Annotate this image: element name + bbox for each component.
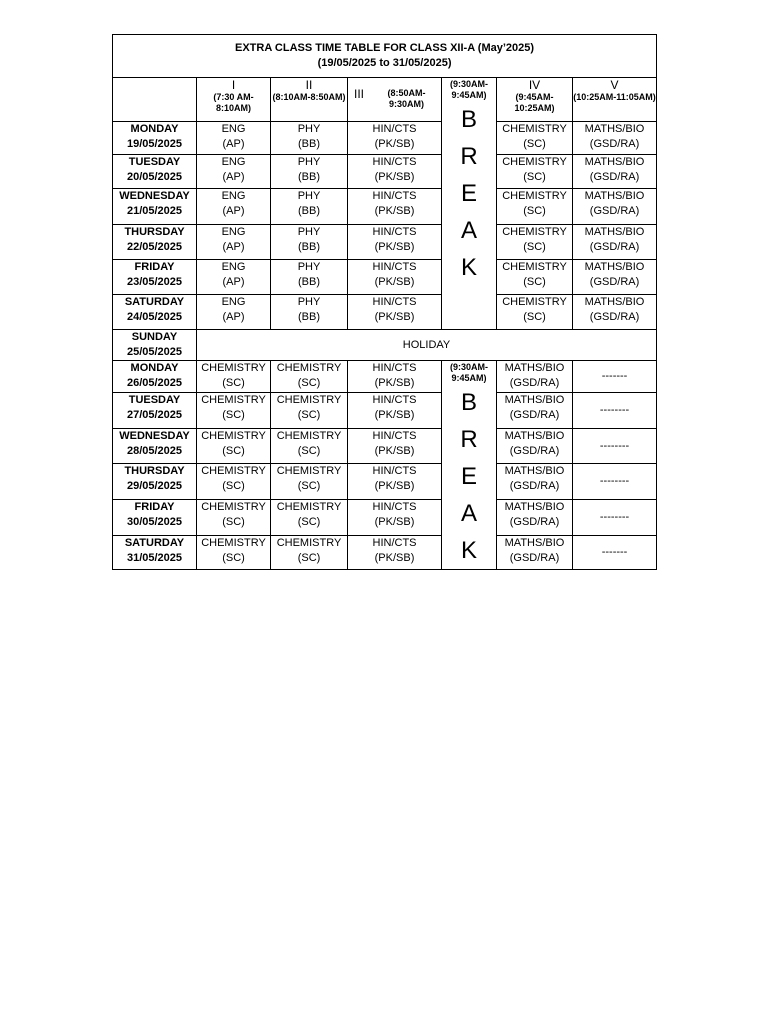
empty-period: ------- (573, 361, 657, 393)
class-cell (197, 155, 271, 189)
class-cell (497, 155, 573, 189)
class-cell (197, 464, 271, 500)
teacher: (SC) (523, 138, 546, 150)
break-letter: R (460, 426, 478, 453)
table-row (113, 122, 657, 155)
subject: PHY (297, 156, 321, 168)
class-cell (197, 225, 271, 260)
subject: MATHS/BIO (504, 501, 565, 514)
teacher: (SC) (222, 408, 245, 421)
day-cell (113, 536, 197, 570)
teacher: (SC) (297, 377, 321, 389)
break-label (442, 101, 496, 286)
empty-period: -------- (573, 392, 657, 428)
subject: ENG (221, 190, 246, 202)
day-cell (113, 295, 197, 330)
class-cell (348, 225, 442, 260)
teacher: (PK/SB) (374, 138, 415, 150)
teacher: (GSD/RA) (589, 138, 640, 150)
subject: MATHS/BIO (504, 537, 565, 550)
day-date: 20/05/2025 (126, 171, 183, 183)
period-time: (9:45AM-10:25AM) (514, 92, 555, 113)
break-letter: A (460, 500, 477, 527)
subject: CHEMISTRY (276, 537, 342, 550)
subject: CHEMISTRY (502, 190, 567, 202)
table-row (113, 361, 657, 393)
teacher: (GSD/RA) (509, 377, 560, 389)
class-cell (271, 189, 348, 225)
class-cell (497, 500, 573, 536)
day-cell (113, 260, 197, 295)
subject: MATHS/BIO (504, 465, 565, 478)
break-column-week1 (442, 78, 497, 330)
teacher: (BB) (298, 311, 320, 323)
day-name: FRIDAY (134, 261, 175, 273)
subject: MATHS/BIO (584, 261, 645, 273)
teacher: (GSD/RA) (509, 444, 560, 457)
day-name: FRIDAY (134, 501, 175, 514)
class-cell (271, 295, 348, 330)
break-column-week2 (442, 361, 497, 570)
break-letter: B (460, 106, 477, 133)
teacher: (AP) (222, 276, 245, 288)
day-cell (113, 428, 197, 464)
day-name: THURSDAY (124, 465, 185, 478)
class-cell (197, 295, 271, 330)
title-line-2: (19/05/2025 to 31/05/2025) (317, 57, 452, 69)
day-name: MONDAY (130, 123, 179, 135)
break-letter: A (460, 217, 477, 244)
teacher: (PK/SB) (374, 408, 415, 421)
teacher: (BB) (298, 138, 320, 150)
subject: HIN/CTS (372, 156, 417, 168)
day-cell (113, 392, 197, 428)
teacher: (SC) (523, 205, 546, 217)
subject: CHEMISTRY (502, 156, 567, 168)
teacher: (AP) (222, 205, 245, 217)
period-time: (7:30 AM-8:10AM) (213, 92, 254, 113)
teacher: (SC) (523, 171, 546, 183)
class-cell (197, 392, 271, 428)
teacher: (GSD/RA) (509, 516, 560, 529)
day-date: 19/05/2025 (126, 138, 183, 150)
class-cell (348, 536, 442, 570)
subject: PHY (297, 261, 321, 273)
teacher: (GSD/RA) (509, 480, 560, 493)
period-time: (8:50AM-9:30AM) (387, 88, 426, 109)
teacher: (GSD/RA) (589, 276, 640, 288)
empty-period: ------- (573, 536, 657, 570)
subject: HIN/CTS (372, 393, 417, 406)
subject: CHEMISTRY (502, 296, 567, 308)
subject: ENG (221, 123, 246, 135)
subject: HIN/CTS (372, 501, 417, 514)
break-letter: E (460, 463, 477, 490)
class-cell (573, 295, 657, 330)
subject: HIN/CTS (372, 123, 417, 135)
subject: CHEMISTRY (201, 537, 266, 550)
table-row (113, 155, 657, 189)
class-cell (348, 189, 442, 225)
teacher: (BB) (298, 171, 320, 183)
class-cell (497, 536, 573, 570)
class-cell (497, 392, 573, 428)
class-cell (348, 428, 442, 464)
day-cell (113, 361, 197, 393)
class-cell (573, 189, 657, 225)
teacher: (SC) (523, 311, 546, 323)
period-number: I (231, 78, 236, 92)
corner-cell (113, 78, 197, 122)
subject: HIN/CTS (372, 429, 417, 442)
class-cell (197, 260, 271, 295)
class-cell (197, 536, 271, 570)
day-date: 21/05/2025 (126, 205, 183, 217)
break-label (442, 384, 496, 569)
timetable-title (113, 35, 657, 78)
subject: HIN/CTS (372, 537, 417, 550)
teacher: (PK/SB) (374, 444, 415, 457)
subject: HIN/CTS (372, 362, 417, 374)
break-letter: K (460, 254, 477, 281)
period-number: IV (528, 78, 541, 92)
period-header-2 (271, 78, 348, 122)
teacher: (PK/SB) (374, 516, 415, 529)
day-name: SUNDAY (131, 331, 178, 343)
class-cell (348, 122, 442, 155)
period-header-5 (573, 78, 657, 122)
day-date: 26/05/2025 (126, 377, 183, 389)
teacher: (SC) (222, 552, 245, 565)
teacher: (SC) (222, 444, 245, 457)
subject: CHEMISTRY (502, 123, 567, 135)
subject: CHEMISTRY (276, 429, 342, 442)
class-cell (271, 260, 348, 295)
subject: CHEMISTRY (201, 362, 266, 374)
day-date: 31/05/2025 (126, 552, 183, 565)
teacher: (SC) (297, 516, 321, 529)
class-cell (197, 361, 271, 393)
subject: CHEMISTRY (276, 465, 342, 478)
day-cell (113, 189, 197, 225)
class-cell (271, 155, 348, 189)
period-header-row (113, 78, 657, 122)
subject: CHEMISTRY (201, 429, 266, 442)
period-time: (8:10AM-8:50AM) (272, 92, 346, 102)
teacher: (PK/SB) (374, 377, 415, 389)
subject: ENG (221, 226, 246, 238)
class-cell (497, 428, 573, 464)
teacher: (SC) (297, 444, 321, 457)
empty-period: -------- (573, 428, 657, 464)
class-cell (573, 260, 657, 295)
period-header-1 (197, 78, 271, 122)
title-line-1: EXTRA CLASS TIME TABLE FOR CLASS XII-A (May’2025) (234, 42, 535, 54)
class-cell (197, 122, 271, 155)
timetable (112, 34, 657, 570)
holiday-label: HOLIDAY (197, 330, 657, 361)
teacher: (PK/SB) (374, 311, 415, 323)
subject: PHY (297, 226, 321, 238)
subject: MATHS/BIO (584, 156, 645, 168)
empty-period: -------- (573, 500, 657, 536)
teacher: (SC) (297, 552, 321, 565)
subject: MATHS/BIO (584, 123, 645, 135)
subject: CHEMISTRY (502, 226, 567, 238)
teacher: (GSD/RA) (589, 311, 640, 323)
table-row (113, 464, 657, 500)
teacher: (SC) (222, 480, 245, 493)
class-cell (271, 464, 348, 500)
class-cell (271, 500, 348, 536)
subject: HIN/CTS (372, 261, 417, 273)
teacher: (BB) (298, 205, 320, 217)
day-name: SATURDAY (124, 537, 185, 550)
day-cell (113, 330, 197, 361)
teacher: (SC) (523, 241, 546, 253)
class-cell (197, 500, 271, 536)
class-cell (271, 536, 348, 570)
break-letter: E (460, 180, 477, 207)
subject: HIN/CTS (372, 296, 417, 308)
teacher: (PK/SB) (374, 276, 415, 288)
teacher: (GSD/RA) (509, 552, 560, 565)
break-letter: K (460, 537, 477, 564)
teacher: (PK/SB) (374, 552, 415, 565)
table-row (113, 330, 657, 361)
teacher: (SC) (222, 377, 245, 389)
subject: HIN/CTS (372, 226, 417, 238)
table-row (113, 260, 657, 295)
day-date: 28/05/2025 (126, 444, 183, 457)
period-number: III (354, 87, 365, 101)
period-time: (10:25AM-11:05AM) (573, 92, 656, 102)
day-name: TUESDAY (128, 156, 181, 168)
subject: ENG (221, 156, 246, 168)
class-cell (497, 122, 573, 155)
class-cell (497, 361, 573, 393)
teacher: (PK/SB) (374, 480, 415, 493)
table-row (113, 392, 657, 428)
subject: PHY (297, 123, 321, 135)
class-cell (271, 428, 348, 464)
period-number: II (305, 78, 313, 92)
subject: CHEMISTRY (276, 362, 342, 374)
subject: CHEMISTRY (276, 393, 342, 406)
subject: MATHS/BIO (504, 393, 565, 406)
subject: ENG (221, 296, 246, 308)
day-name: TUESDAY (128, 393, 181, 406)
subject: PHY (297, 296, 321, 308)
teacher: (PK/SB) (374, 171, 415, 183)
table-row (113, 295, 657, 330)
teacher: (GSD/RA) (589, 205, 640, 217)
class-cell (271, 225, 348, 260)
class-cell (271, 122, 348, 155)
table-row (113, 536, 657, 570)
break-time: (9:30AM-9:45AM) (449, 79, 488, 100)
subject: CHEMISTRY (201, 393, 266, 406)
subject: CHEMISTRY (201, 501, 266, 514)
subject: MATHS/BIO (504, 429, 565, 442)
teacher: (AP) (222, 138, 245, 150)
class-cell (348, 260, 442, 295)
class-cell (348, 500, 442, 536)
day-date: 27/05/2025 (126, 408, 183, 421)
table-row (113, 189, 657, 225)
class-cell (497, 464, 573, 500)
teacher: (PK/SB) (374, 241, 415, 253)
teacher: (AP) (222, 311, 245, 323)
day-cell (113, 464, 197, 500)
day-name: SATURDAY (124, 296, 185, 308)
teacher: (BB) (298, 276, 320, 288)
day-date: 29/05/2025 (126, 480, 183, 493)
day-date: 23/05/2025 (126, 276, 183, 288)
table-row (113, 500, 657, 536)
class-cell (497, 260, 573, 295)
teacher: (GSD/RA) (589, 171, 640, 183)
break-letter: R (460, 143, 478, 170)
period-header-4 (497, 78, 573, 122)
subject: PHY (297, 190, 321, 202)
teacher: (AP) (222, 171, 245, 183)
period-header-3 (348, 78, 442, 122)
teacher: (AP) (222, 241, 245, 253)
day-cell (113, 500, 197, 536)
break-time: (9:30AM-9:45AM) (449, 362, 488, 383)
break-letter: B (460, 389, 477, 416)
subject: MATHS/BIO (504, 362, 565, 374)
subject: CHEMISTRY (502, 261, 567, 273)
class-cell (348, 464, 442, 500)
teacher: (SC) (222, 516, 245, 529)
day-name: THURSDAY (124, 226, 185, 238)
table-row (113, 428, 657, 464)
class-cell (197, 428, 271, 464)
teacher: (SC) (297, 408, 321, 421)
teacher: (GSD/RA) (509, 408, 560, 421)
teacher: (PK/SB) (374, 205, 415, 217)
class-cell (573, 155, 657, 189)
subject: HIN/CTS (372, 190, 417, 202)
day-cell (113, 122, 197, 155)
subject: CHEMISTRY (276, 501, 342, 514)
teacher: (SC) (523, 276, 546, 288)
day-date: 22/05/2025 (126, 241, 183, 253)
day-name: WEDNESDAY (119, 429, 190, 442)
class-cell (348, 392, 442, 428)
subject: MATHS/BIO (584, 226, 645, 238)
table-row (113, 225, 657, 260)
period-number: V (610, 78, 619, 92)
class-cell (348, 361, 442, 393)
class-cell (573, 225, 657, 260)
subject: ENG (221, 261, 246, 273)
day-date: 24/05/2025 (126, 311, 183, 323)
class-cell (271, 392, 348, 428)
class-cell (573, 122, 657, 155)
subject: MATHS/BIO (584, 190, 645, 202)
class-cell (348, 295, 442, 330)
teacher: (BB) (298, 241, 320, 253)
subject: CHEMISTRY (201, 465, 266, 478)
class-cell (497, 189, 573, 225)
empty-period: -------- (573, 464, 657, 500)
teacher: (SC) (297, 480, 321, 493)
teacher: (GSD/RA) (589, 241, 640, 253)
day-date: 25/05/2025 (126, 346, 183, 358)
subject: HIN/CTS (372, 465, 417, 478)
day-name: WEDNESDAY (119, 190, 190, 202)
day-date: 30/05/2025 (126, 516, 183, 529)
class-cell (348, 155, 442, 189)
class-cell (271, 361, 348, 393)
subject: MATHS/BIO (584, 296, 645, 308)
day-cell (113, 225, 197, 260)
day-name: MONDAY (130, 362, 179, 374)
class-cell (497, 295, 573, 330)
class-cell (197, 189, 271, 225)
class-cell (497, 225, 573, 260)
day-cell (113, 155, 197, 189)
